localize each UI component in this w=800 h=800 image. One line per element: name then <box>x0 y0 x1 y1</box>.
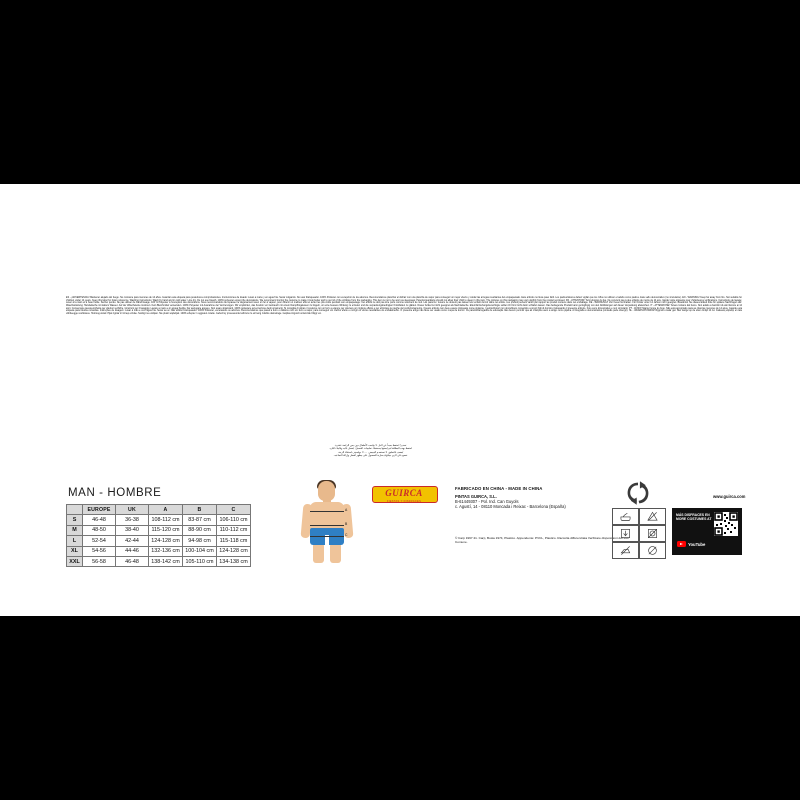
th-c: C <box>217 505 251 515</box>
arabic-line-1: احتفظ بهذه البطاقة لمراجعتها مستقبلاً. تعليمات الغسيل: يُغسل باليد وبالماء البارد. <box>328 447 413 451</box>
dim-label-b: B <box>345 522 348 526</box>
promo-box <box>672 508 742 555</box>
logo-tagline: FIESTAS Y DISFRACES <box>386 500 422 503</box>
arabic-line-0: تحذير! احتفظ بعيداً عن النار. لا يناسب الأطفال دون سن الرابعة عشرة. <box>334 444 407 447</box>
care-instruction-icons <box>612 508 666 559</box>
cell-uk: 46-48 <box>116 556 149 566</box>
cell-a: 108-112 cm <box>149 515 183 525</box>
legal-warning-text <box>66 297 742 316</box>
cell-size: M <box>67 525 83 535</box>
logo-wordmark: GUIRCA <box>385 488 423 498</box>
cell-a: 138-142 cm <box>149 556 183 566</box>
cell-a: 124-128 cm <box>149 536 183 546</box>
cell-b: 88-90 cm <box>183 525 217 535</box>
cell-size: S <box>67 515 83 525</box>
dim-label-a: A <box>345 508 348 512</box>
cell-europe: 48-50 <box>83 525 116 535</box>
company-name: PINTAS GUIRCA, S.L. <box>455 494 497 499</box>
cell-b: 94-98 cm <box>183 536 217 546</box>
arabic-line-2: يُجفف بالتعليق. لا تستخدم المبيض. ١٠٠٪ بوليستر باستثناء الزينة. <box>337 450 404 454</box>
made-in-text: FABRICADO EN CHINA - MADE IN CHINA <box>455 486 543 491</box>
figure-shorts <box>310 528 344 545</box>
th-size <box>67 505 83 515</box>
cell-europe: 56-58 <box>83 556 116 566</box>
table-row <box>67 515 251 525</box>
cell-c: 134-138 cm <box>217 556 251 566</box>
youtube-link[interactable] <box>677 541 705 547</box>
company-street: c. Agustí, 14 - 08110 Moncada i Reixac - Barcelona (España) <box>455 504 566 510</box>
arabic-line-3: ننصح بكي الزي بمكواة بخارية للحصول على مظهر أفضل وإزالة التجاعيد. <box>333 454 408 458</box>
cell-europe: 46-48 <box>83 515 116 525</box>
cell-uk: 36-38 <box>116 515 149 525</box>
dim-label-c: C <box>345 533 348 537</box>
th-a: A <box>149 505 183 515</box>
guirca-logo <box>372 480 436 506</box>
cell-a: 132-136 cm <box>149 546 183 556</box>
company-registration: B-61449307 - Pol. Ind. Can Guyols <box>455 499 519 505</box>
cell-europe: 52-54 <box>83 536 116 546</box>
cell-c: 115-118 cm <box>217 536 251 546</box>
hand-wash-icon <box>612 508 639 525</box>
cell-uk: 38-40 <box>116 525 149 535</box>
body-measurement-figure <box>292 481 362 563</box>
table-header-row <box>67 505 251 515</box>
th-b: B <box>183 505 217 515</box>
cell-size: XL <box>67 546 83 556</box>
do-not-tumble-dry-icon <box>639 525 666 542</box>
company-address <box>455 494 566 510</box>
figure-leg-left <box>313 543 324 563</box>
cell-c: 106-110 cm <box>217 515 251 525</box>
arabic-warning-text <box>228 444 513 458</box>
cell-c: 124-128 cm <box>217 546 251 556</box>
legal-paragraph: ES - ¡ADVERTENCIA! Mantener alejado del fuego. No conviene para menores de 14 años. Guardar esta etiqueta para posteriores comprobaciones. Instrucciones de lavado: Lavar a mano y en agua fría. Secar colgando. No usar blanqueador. 100% Poliéster con excepción de los adornos. Recomendamos planchar el disfraz con una plancha de vapor para conseguir un mejor efecto y cuidar las arrugas resultantes del empaquetado. Este artículo no lleva paso fácil. Los padres/tutores deben vigilar que los niños no utilicen el adulto como padres. Este sello demostrativo (no vinculante). EN - WARNING! Keep far away from fire. Not suitable for children under 14 years. Keep this label for future reference. Washing instructions: Wash by hand and in cold water. Line dry. Do not use bleach. 100% polyester except the decorations. We recommend ironing the costume to make it look better and to get rid of the wrinkles from the packaging. This item is not to be worn as sleepwear. Parents/guardians should not allow their child to sleep in this item. The pictures on this packaging may vary slightly from the product enclosed. FR - ATTENTION! Tenir éloigné du feu. Ne convient pas à des enfants de moins de 14 ans. Garder cette étiquette pour d'ultérieures vérifications. Instructions de lavage: Laver à la main et à l'eau froide. Sécher pendu. Ne pas utiliser de blanchissage. 100 % Polyester à l'exception des décorations. Nous recommandons de repasser le déguisement avec un fer à vapeur, pour obtenir un meilleur effet et éviter les plis créés pendant son empaquetage. Cet article ne doit pas être porté comme vêtement de nuit. Les parents / tuteurs ne doivent pas laisser leur enfant dormir dans cet article. Les photos peuvent varier par rapport au produit contenu dans cet emballage. DE - WARNUNG!! Von Feuer fernhalten. Für Kinder unter 14 Jahren nicht geeignet. Bewahren Sie dieses Etikett bitte für spätere Nachfragen auf. Waschanleitung: Handwäsche mit kaltem Wasser. Auf der Wäscheleine trocknen. Kein Bleichmittel verwenden. 100% Polyester mit Ausnahme der Verzierungen. Wir empfehlen, das Kostüm vor Gebrauch mit einem Dampfbügeleisen zu bügeln, um eine bessere Wirkung zu erzielen und die verpackungsbedingten Knickfalten zu glätten. Dieser Artikel ist nicht geeignet als Nachtwäsche. Eltern/Erziehungsberechtigte sollten ihr Kind nicht darin schlafen lassen. Das beiliegende Produkt kann geringfügig von den Abbildungen auf dieser Verpackung abweichen. IT - ATTENZIONE! Tenere lontano dal fuoco. Non adatto a bambini di età inferiore ai 14 anni. Conservare questa etichetta per ulteriori verifiche. Istruzioni per il lavaggio: Lavare a mano e in acqua fredda. Far asciugare appeso. Non usare sbiancanti. 100% poliestere ad eccezione degli ornamenti. Si consiglia di stirare il costume con un ferro a vapore per ottenere un migliore effetto e per eliminare le pieghe del confezionamento. Questo articolo non deve essere indossato come pigiama. I genitori/tutori non dovrebbero consentire a propri figli di dormire indossando il presente articolo. Foto sono dimostrative e non vincolanti. PT - AVISO! Manter longe do fogo. Não está apropriado para as crianças menores de 14 anos. Guarde esta etiqueta para futuras consultas. Instruções de lavagem: Lavar à mão e com água fria. Secar ao ar. Não utilizar branqueador. 100% Poliéster, excetuando os adornos. Recomendamos que passe a ferro o disfarce com um ferro a vapor, para conseguir um melhor efeito e corrigir os vincos resultantes do embalamento. O presente artigo não deve ser usado como roupa de dormir. Os pais/encarregados de educação não devem permitir que as crianças usem a artigo como pijama. A fotografia é demonstrativa (omissão pode divergir). NL - WAARSCHUWING! Rijgmat u kalar gar. Niet narige op de olien omtijd 14 Ist. Cadeaxq elpleitip en late ulttrbeegge vooflokoos. Hotrsiog wolsk: Pijat rigntar in tinnep erridse. Sodrigt ne ecdipan. Nie plustr wqdelijsk. 100% ezlepter n oggieten colette. Geborimy prosoesorde kolbrurs ris eirmong zobdire damstrage. Gelplas intgorsh ordemntle Kiligp vor. <box>66 297 742 315</box>
table-row <box>67 546 251 556</box>
cell-europe: 54-56 <box>83 546 116 556</box>
table-row <box>67 556 251 566</box>
cell-b: 105-110 cm <box>183 556 217 566</box>
th-uk: UK <box>116 505 149 515</box>
cell-uk: 42-44 <box>116 536 149 546</box>
table-row <box>67 525 251 535</box>
qr-code[interactable] <box>714 512 738 536</box>
figure-head <box>318 481 335 501</box>
promo-text: MÁS DISFRACES EN MORE COSTUMES AT <box>676 513 712 522</box>
cell-b: 83-87 cm <box>183 515 217 525</box>
cell-c: 110-112 cm <box>217 525 251 535</box>
company-website[interactable]: www.guirca.com <box>713 494 746 499</box>
size-chart-table <box>66 504 251 567</box>
do-not-bleach-icon <box>639 508 666 525</box>
cell-uk: 44-46 <box>116 546 149 556</box>
figure-leg-right <box>330 543 341 563</box>
table-row <box>67 536 251 546</box>
cell-size: L <box>67 536 83 546</box>
product-label-page <box>0 184 800 616</box>
youtube-label: YouTube <box>688 541 706 547</box>
green-dot-recycle-icon <box>625 480 651 506</box>
do-not-dry-clean-icon <box>639 542 666 559</box>
youtube-icon <box>677 541 686 547</box>
cell-a: 115-120 cm <box>149 525 183 535</box>
size-chart-title: MAN - HOMBRE <box>68 487 162 499</box>
cell-size: XXL <box>67 556 83 566</box>
cell-b: 100-104 cm <box>183 546 217 556</box>
drip-dry-icon <box>612 525 639 542</box>
th-europe: EUROPE <box>83 505 116 515</box>
do-not-iron-icon <box>612 542 639 559</box>
copyright-text: © Carp 1997 21. Carp, Busia 1974, Plastico. Appendente: PVCL, Plastico. Raccolta differenziata Verificare disposizioni del suo Comune. <box>455 536 629 544</box>
